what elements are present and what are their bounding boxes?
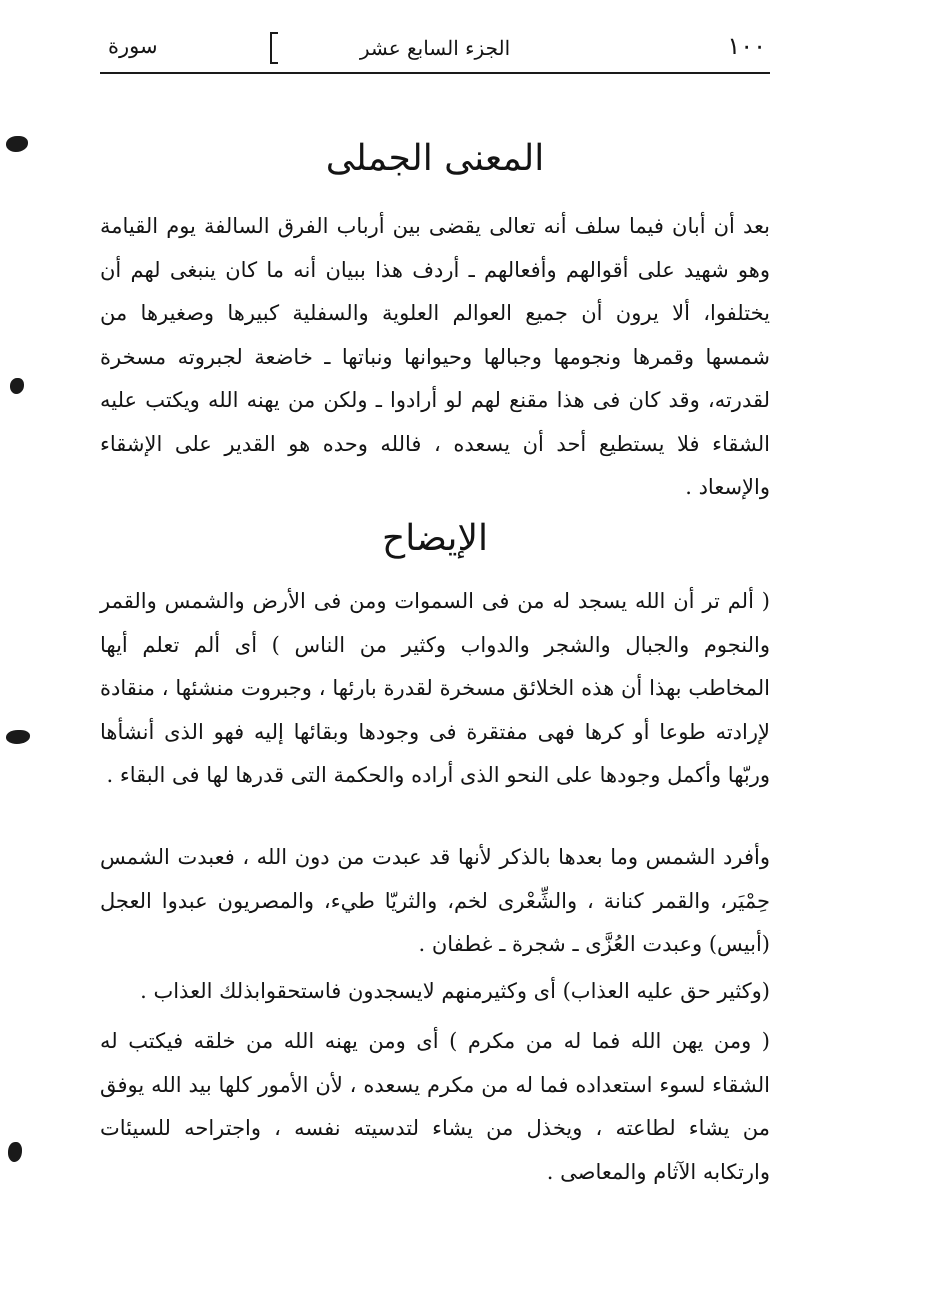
summary-paragraph: بعد أن أبان فيما سلف أنه تعالى يقضى بين أرباب الفرق السالفة يوم القيامة وهو شهيد على أقوالهم وأفعالهم ـ أردف هذا ببيان أنه ما كان ينبغى لهم أن يختلفوا، ألا يرون أن جميع العوالم العلوية والسفلية كبيرها وصغيرها من شمسها وقمرها ونجومها وجبالها وحيوانها ونباتها ـ خاضعة لجبروته مسخرة لقدرته، وقد كان فى هذا مقنع لهم لو أرادوا ـ ولكن من يهنه الله ويكتب عليه الشقاء فلا يستطيع أحد أن يسعده ، فالله وحده هو القدير على الإشقاء والإسعاد . — [100, 214, 770, 499]
margin-ink-mark — [6, 136, 28, 152]
surah-label: سورة — [108, 34, 158, 58]
margin-ink-mark — [8, 1142, 22, 1162]
margin-ink-mark — [6, 730, 30, 744]
explanation-paragraph-1: ( ألم تر أن الله يسجد له من فى السموات ومن فى الأرض والشمس والقمر والنجوم والجبال والشجر والدواب وكثير من الناس ) أى ألم تعلم أيها المخاطب بهذا أن هذه الخلائق مسخرة لقدرة بارئها ، وجبروت منشئها ، منقادة لإرادته طوعا أو كرها فهى مفتقرة فى وجودها وبقائها إليه فهو الذى أنشأها وربّها وأكمل وجودها على النحو الذى أراده والحكمة التى قدرها لها فى البقاء . — [100, 589, 770, 787]
page-header — [100, 28, 770, 74]
section-title-explanation: الإيضاح — [382, 518, 488, 559]
section-title-summary: المعنى الجملى — [325, 138, 545, 179]
margin-ink-mark — [10, 378, 24, 394]
explanation-paragraph-3: (وكثير حق عليه العذاب) أى وكثيرمنهم لايسجدون فاستحقوابذلك العذاب . — [140, 979, 770, 1003]
explanation-paragraph-4: ( ومن يهن الله فما له من مكرم ) أى ومن يهنه الله من خلقه فيكتب له الشقاء لسوء استعداده فما له من مكرم يسعده ، لأن الأمور كلها بيد الله يوفق من يشاء لطاعته ، ويخذل من يشاء لتدسيته نفسه ، واجتراحه للسيئات وارتكابه الآثام والمعاصى . — [100, 1029, 770, 1184]
explanation-paragraph-2: وأفرد الشمس وما بعدها بالذكر لأنها قد عبدت من دون الله ، فعبدت الشمس حِمْيَر، والقمر كنانة ، والشِّعْرى لخم، والثريّا طيء، والمصريون عبدوا العجل (أبيس) وعبدت العُزَّى ـ شجرة ـ غطفان . — [100, 845, 770, 956]
running-title: الجزء السابع عشر — [359, 36, 511, 60]
page-number: ١٠٠ — [727, 32, 766, 60]
header-bracket — [270, 32, 278, 64]
